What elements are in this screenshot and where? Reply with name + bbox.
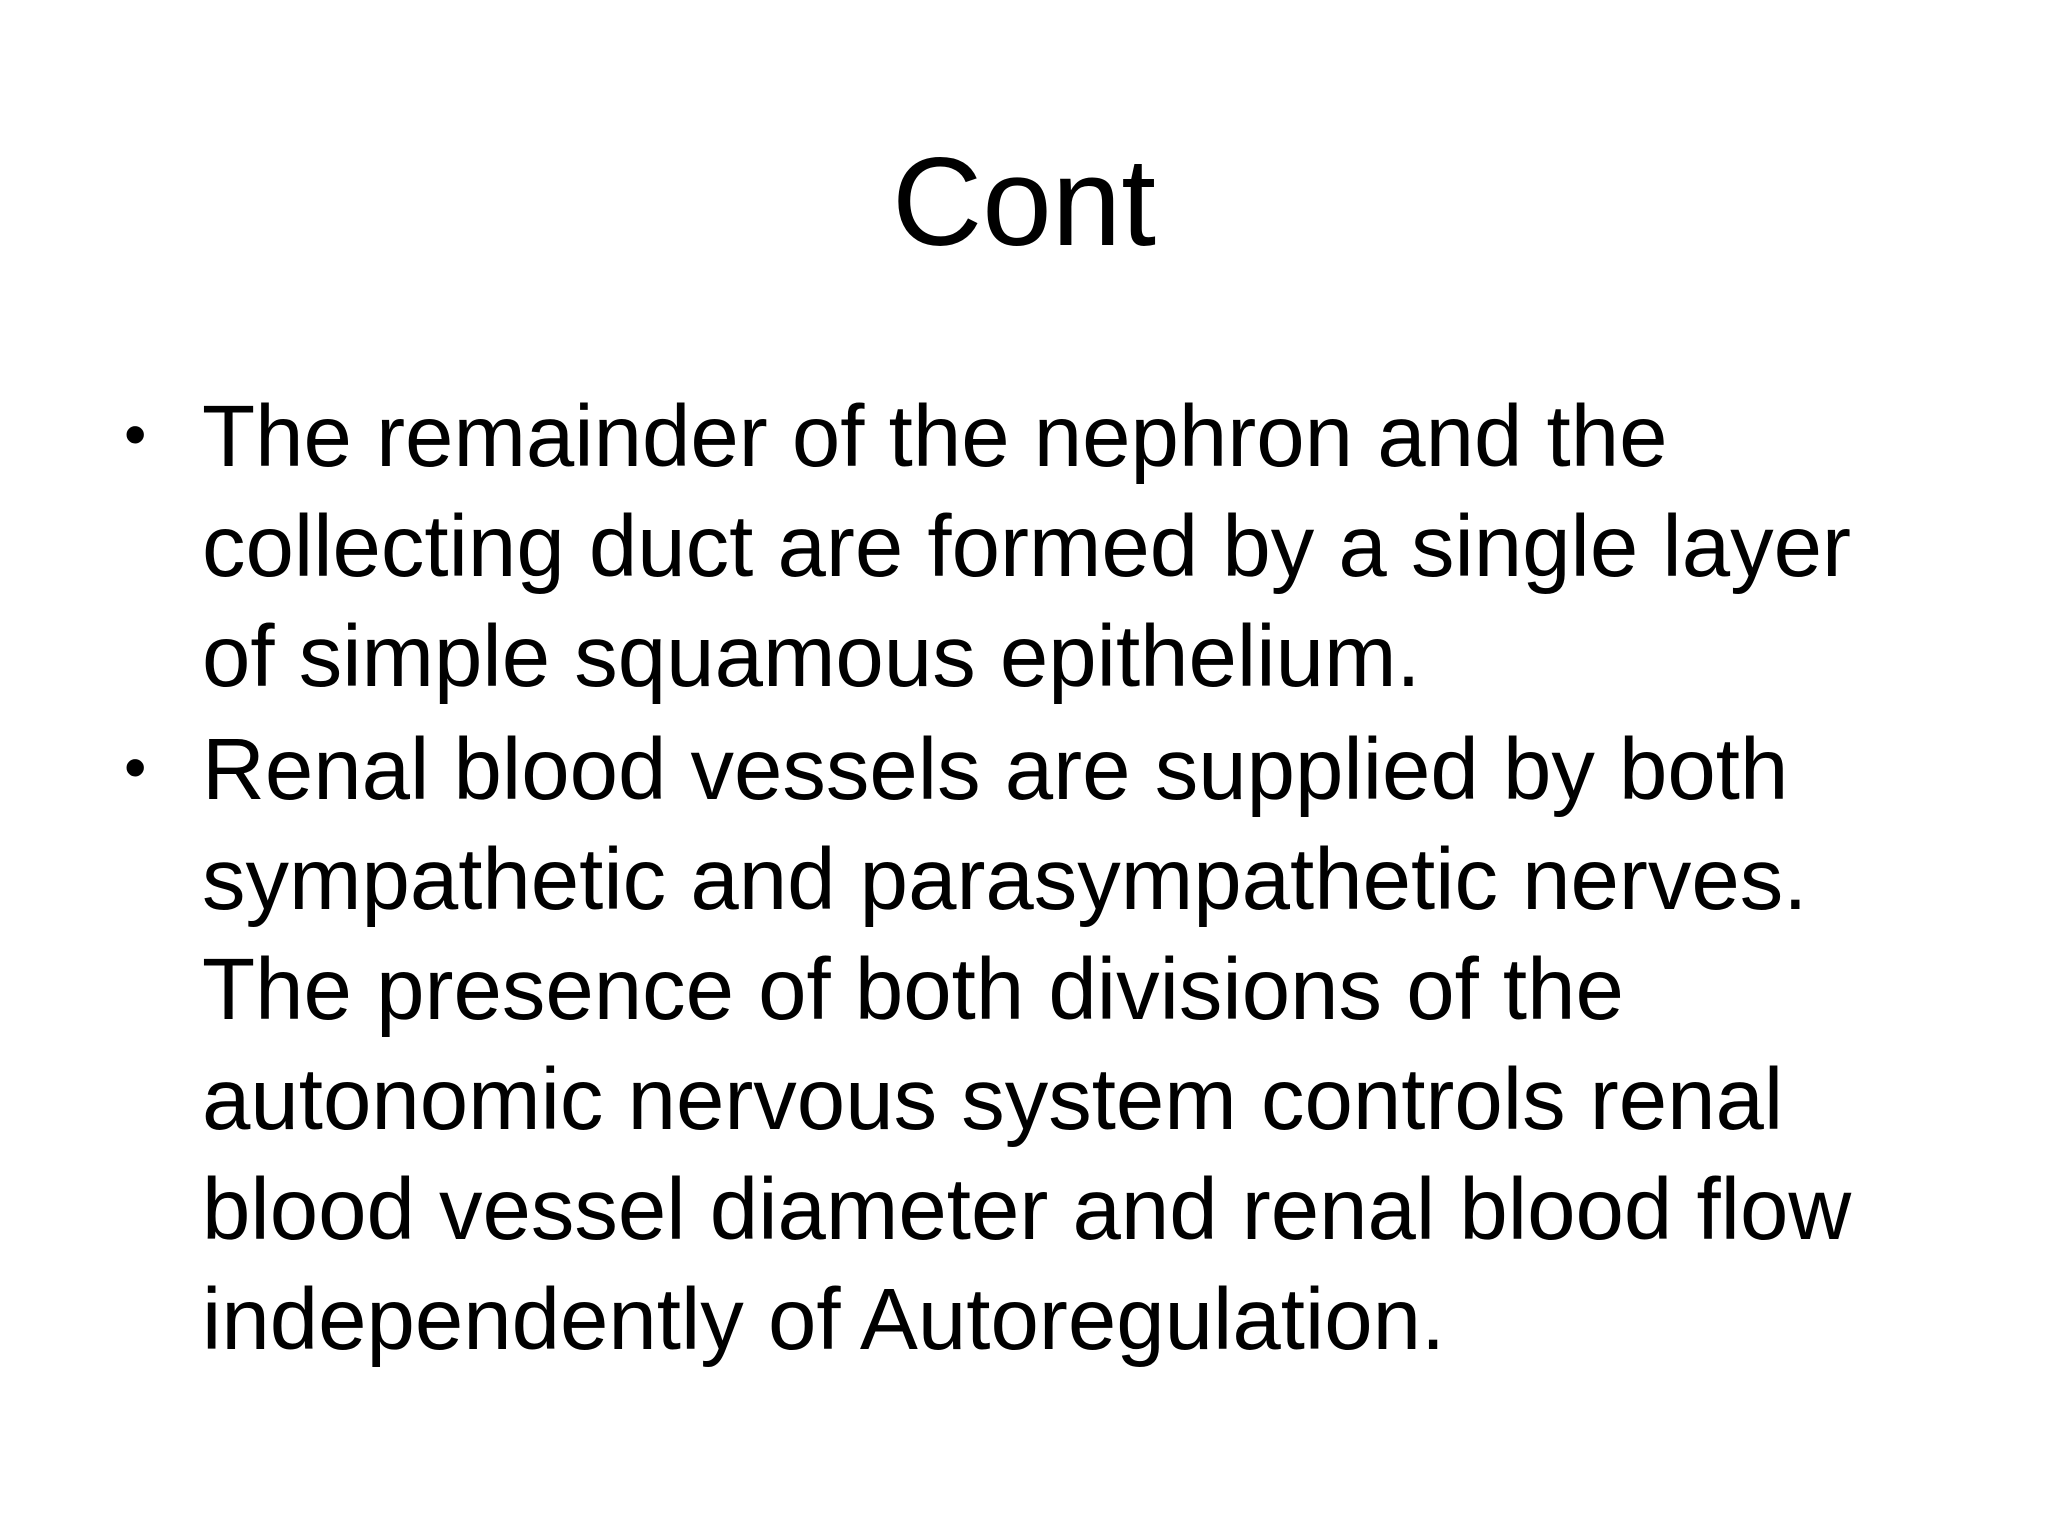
- bullet-icon: •: [124, 731, 147, 803]
- bullet-line: sympathetic and parasympathetic nerves.: [202, 831, 1808, 928]
- bullet-item: [0, 715, 2048, 1375]
- bullet-line: The presence of both divisions of the: [202, 941, 1624, 1038]
- bullet-line: The remainder of the nephron and the: [202, 388, 1668, 485]
- bullet-text: [202, 715, 1988, 1375]
- bullet-line: independently of Autoregulation.: [202, 1271, 1446, 1368]
- slide-title: Cont: [891, 133, 1157, 272]
- bullet-line: collecting duct are formed by a single layer: [202, 498, 1852, 595]
- bullet-line: autonomic nervous system controls renal: [202, 1051, 1784, 1148]
- bullet-list: [0, 382, 2048, 1378]
- bullet-line: blood vessel diameter and renal blood flow: [202, 1161, 1852, 1258]
- bullet-line: of simple squamous epithelium.: [202, 608, 1421, 705]
- bullet-text: [202, 382, 1988, 712]
- bullet-line: Renal blood vessels are supplied by both: [202, 721, 1789, 818]
- bullet-item: [0, 382, 2048, 712]
- bullet-icon: •: [124, 398, 147, 470]
